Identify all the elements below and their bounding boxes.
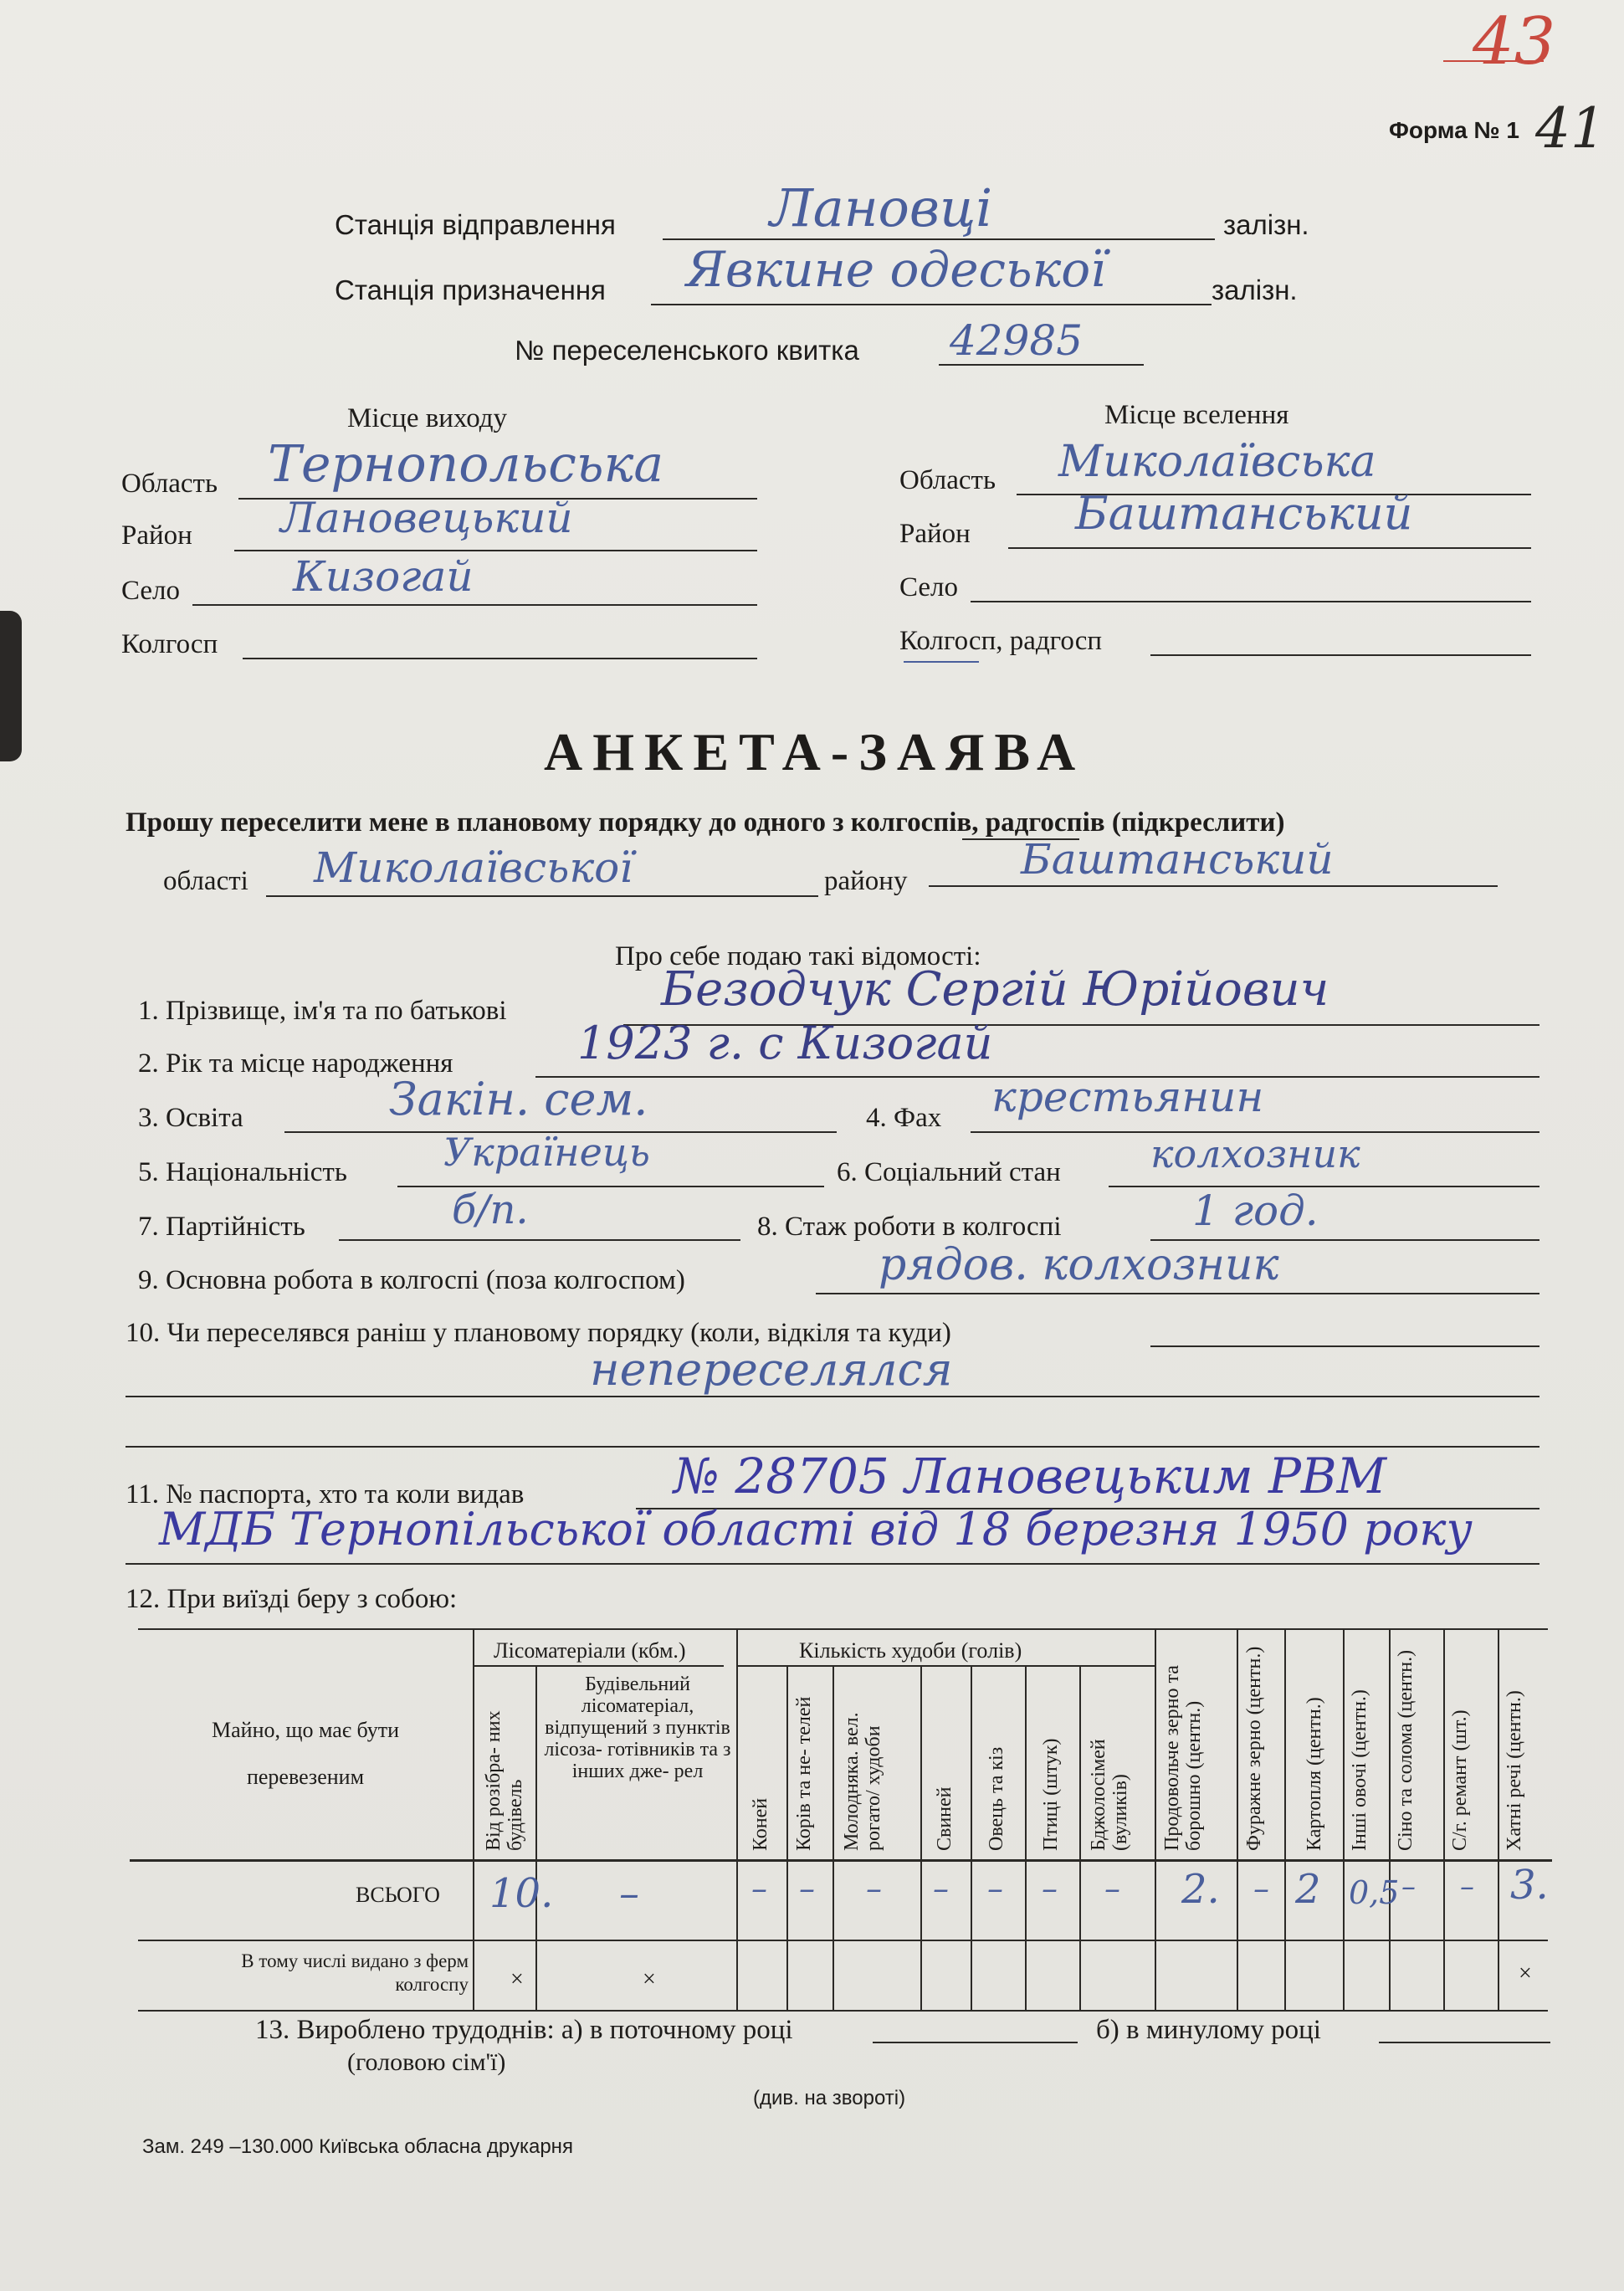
timber-group-rule: [473, 1665, 724, 1667]
q6-value: колхозник: [1150, 1131, 1360, 1176]
col-fodder-grain-header: Фуражне зерно (центн.): [1243, 1646, 1265, 1851]
total-cell: 0,5: [1349, 1874, 1400, 1911]
q9-label: 9. Основна робота в колгоспі (поза колгоспом): [138, 1265, 685, 1295]
col-sheep-header: Овець та кіз: [986, 1746, 1007, 1851]
q9-line: [816, 1293, 1539, 1294]
q10-value: непереселялся: [590, 1343, 953, 1396]
total-cell: –: [987, 1870, 1003, 1907]
settle-kolhosp-line: [1150, 654, 1531, 656]
col-rule: [1079, 1665, 1081, 2010]
total-cell: –: [866, 1870, 882, 1907]
q10-line: [1150, 1345, 1539, 1347]
settle-kolhosp-label: Колгосп, радгосп: [899, 626, 1103, 656]
col-rule: [1443, 1628, 1445, 2010]
settle-raion-line: [1008, 547, 1531, 549]
col-rule: [1025, 1665, 1027, 2010]
q4-label: 4. Фах: [866, 1103, 942, 1133]
col-rule: [971, 1665, 972, 2010]
settle-raion-value: Баштанський: [1075, 487, 1413, 540]
q7-label: 7. Партійність: [138, 1212, 305, 1242]
form-label: Форма № 1: [1389, 117, 1519, 143]
settle-selo-line: [971, 601, 1531, 602]
origin-heading: Місце виходу: [347, 403, 508, 433]
col-young-header: Молодняка. вел. рогато/ худоби: [841, 1712, 884, 1851]
departure-value: Лановці: [770, 177, 993, 238]
q11-value-1: № 28705 Лановецьким РВМ: [674, 1448, 1387, 1504]
col-rule: [1498, 1628, 1499, 2010]
cattle-group-rule: [736, 1665, 1155, 1667]
request-oblast-value: Миколаївської: [314, 843, 633, 892]
workdays-note: (головою сім'ї): [347, 2048, 506, 2076]
col-implements-header: С/г. ремант (шт.): [1449, 1709, 1471, 1851]
workdays-a-line: [873, 2042, 1078, 2043]
total-row-rule: [138, 1940, 1548, 1941]
col-pigs-header: Свиней: [934, 1786, 955, 1851]
q5-label: 5. Національність: [138, 1157, 347, 1187]
group-cattle-header: Кількість худоби (голів): [799, 1638, 1022, 1663]
red-strike: [1443, 60, 1544, 62]
col-building-timber-header: Будівельний лісоматеріал, відпущений з пунктів лісоза- готівників та з інших дже- рел: [544, 1673, 731, 1782]
workdays-b-line: [1379, 2042, 1550, 2043]
col-rule: [1284, 1628, 1286, 2010]
row-total-label: ВСЬОГО: [356, 1883, 440, 1907]
total-cell: –: [751, 1870, 767, 1907]
turn-over-note: (див. на звороті): [753, 2087, 906, 2109]
destination-line: [651, 304, 1212, 305]
q7-value: б/п.: [452, 1187, 529, 1233]
col-rule: [786, 1665, 788, 2010]
request-raion-value: Баштанський: [1021, 835, 1334, 884]
col-potatoes-header: Картопля (центн.): [1304, 1697, 1325, 1851]
page-title: АНКЕТА-ЗАЯВА: [544, 722, 1086, 782]
q2-value: 1923 г. с Кизогай: [577, 1017, 993, 1069]
origin-raion-value: Лановецький: [280, 494, 573, 542]
origin-oblast-value: Тернопольська: [268, 435, 664, 494]
kolhosp-underline: [904, 661, 979, 663]
q5-value: Українець: [443, 1130, 650, 1175]
col-rule: [736, 1628, 738, 2010]
total-cell: –: [1253, 1870, 1269, 1907]
total-cell: 10.: [489, 1870, 554, 1917]
q11-value-2: МДБ Тернопільської області від 18 березня 1950 року: [159, 1503, 1473, 1556]
col-property-header: Майно, що має бути перевезеним: [212, 1718, 399, 1789]
col-rule: [1389, 1628, 1391, 2010]
col-hay-header: Сіно та солома (центн.): [1395, 1649, 1417, 1851]
workdays-b-label: б) в минулому році: [1096, 2015, 1321, 2045]
total-cell: –: [619, 1870, 639, 1917]
settle-oblast-value: Миколаївська: [1058, 437, 1376, 487]
col-horses-header: Коней: [750, 1797, 771, 1851]
total-cell: 2: [1295, 1866, 1321, 1913]
total-cell: 3.: [1510, 1862, 1549, 1909]
col-vegetables-header: Інші овочі (центн.): [1349, 1689, 1370, 1851]
row-farm-label: В тому числі видано з ферм колгоспу: [241, 1950, 469, 1995]
col-household-header: Хатні речі (центн.): [1504, 1690, 1525, 1851]
col-cows-header: Корів та не- телей: [793, 1696, 815, 1851]
workdays-label: 13. Вироблено трудоднів: а) в поточному році: [255, 2015, 793, 2045]
origin-selo-label: Село: [121, 576, 181, 606]
q6-label: 6. Соціальний стан: [837, 1157, 1061, 1187]
q6-line: [1109, 1186, 1539, 1187]
total-cell: –: [1042, 1870, 1058, 1907]
archive-page-number: 41: [1535, 96, 1606, 161]
farm-mark: ×: [510, 1966, 524, 1992]
header-bottom-rule: [130, 1859, 1552, 1862]
total-cell: –: [1401, 1870, 1416, 1904]
q8-label: 8. Стаж роботи в колгоспі: [757, 1212, 1062, 1242]
request-oblast-line: [266, 895, 818, 897]
departure-line: [663, 238, 1215, 240]
q1-label: 1. Прізвище, ім'я та по батькові: [138, 996, 507, 1026]
q3-label: 3. Освіта: [138, 1103, 243, 1133]
table-bottom-rule: [138, 2010, 1548, 2012]
col-dismantled-header: Від розібра- них будівель: [483, 1710, 526, 1851]
ticket-value: 42985: [950, 316, 1084, 365]
col-rule: [1343, 1628, 1345, 2010]
settle-heading: Місце вселення: [1104, 400, 1289, 430]
group-timber-header: Лісоматеріали (кбм.): [494, 1638, 686, 1663]
q1-value: Безодчук Сергій Юрійович: [661, 962, 1329, 1017]
destination-value: Явкине одеської: [686, 241, 1106, 298]
col-poultry-header: Птиці (штук): [1040, 1738, 1062, 1851]
q4-value: крестьянин: [991, 1073, 1264, 1121]
table-top-rule: [138, 1628, 1548, 1630]
archive-number-red: 43: [1473, 4, 1556, 79]
col-rule: [832, 1665, 834, 2010]
destination-label: Станція призначення: [335, 274, 606, 305]
col-rule: [535, 1665, 537, 2010]
request-raion-label: району: [824, 866, 908, 896]
q11-line-2: [126, 1563, 1539, 1565]
origin-oblast-label: Область: [121, 469, 218, 499]
origin-kolhosp-label: Колгосп: [121, 629, 218, 659]
q7-line: [339, 1239, 740, 1241]
q10-label: 10. Чи переселявся раніш у плановому порядку (коли, відкіля та куди): [126, 1318, 951, 1348]
origin-raion-label: Район: [121, 520, 192, 551]
total-cell: –: [933, 1870, 949, 1907]
origin-selo-line: [192, 604, 757, 606]
col-food-grain-header: Продовольче зерно та борошно (центн.): [1161, 1665, 1205, 1851]
departure-rail: залізн.: [1223, 209, 1309, 240]
q8-value: 1 год.: [1192, 1187, 1319, 1235]
col-rule: [1155, 1628, 1156, 2010]
q2-label: 2. Рік та місце народження: [138, 1048, 453, 1079]
settle-oblast-label: Область: [899, 465, 996, 495]
departure-label: Станція відправлення: [335, 209, 616, 240]
total-cell: –: [1460, 1870, 1474, 1904]
settle-raion-label: Район: [899, 519, 971, 549]
origin-selo-value: Кизогай: [293, 552, 474, 601]
q9-value: рядов. колхозник: [879, 1240, 1279, 1290]
col-bees-header: Бджолосімей (вуликів): [1088, 1739, 1131, 1851]
q11-label: 11. № паспорта, хто та коли видав: [126, 1479, 525, 1509]
farm-mark: ×: [1519, 1960, 1532, 1986]
q12-label: 12. При виїзді беру з собою:: [126, 1584, 458, 1614]
request-oblast-label: області: [163, 866, 248, 896]
total-cell: 2.: [1181, 1866, 1220, 1913]
origin-raion-line: [234, 550, 757, 551]
origin-kolhosp-line: [243, 658, 757, 659]
q3-value: Закін. сем.: [389, 1073, 648, 1125]
total-cell: –: [1104, 1870, 1120, 1907]
total-cell: –: [799, 1870, 815, 1907]
q10-line-2: [126, 1396, 1539, 1397]
request-text: Прошу переселити мене в плановому порядку до одного з колгоспів, радгоспів (підкреслити): [126, 807, 1285, 838]
col-rule: [473, 1628, 474, 2010]
settle-selo-label: Село: [899, 572, 959, 602]
farm-mark: ×: [643, 1966, 656, 1992]
printer-footer: Зам. 249 –130.000 Київська обласна друкарня: [142, 2135, 573, 2158]
col-rule: [1237, 1628, 1238, 2010]
request-raion-line: [929, 885, 1498, 887]
destination-rail: залізн.: [1212, 274, 1298, 305]
info-intro: Про себе подаю такі відомості:: [615, 941, 981, 971]
ticket-label: № переселенського квитка: [515, 335, 859, 366]
col-rule: [920, 1665, 922, 2010]
torn-edge: [0, 611, 22, 761]
